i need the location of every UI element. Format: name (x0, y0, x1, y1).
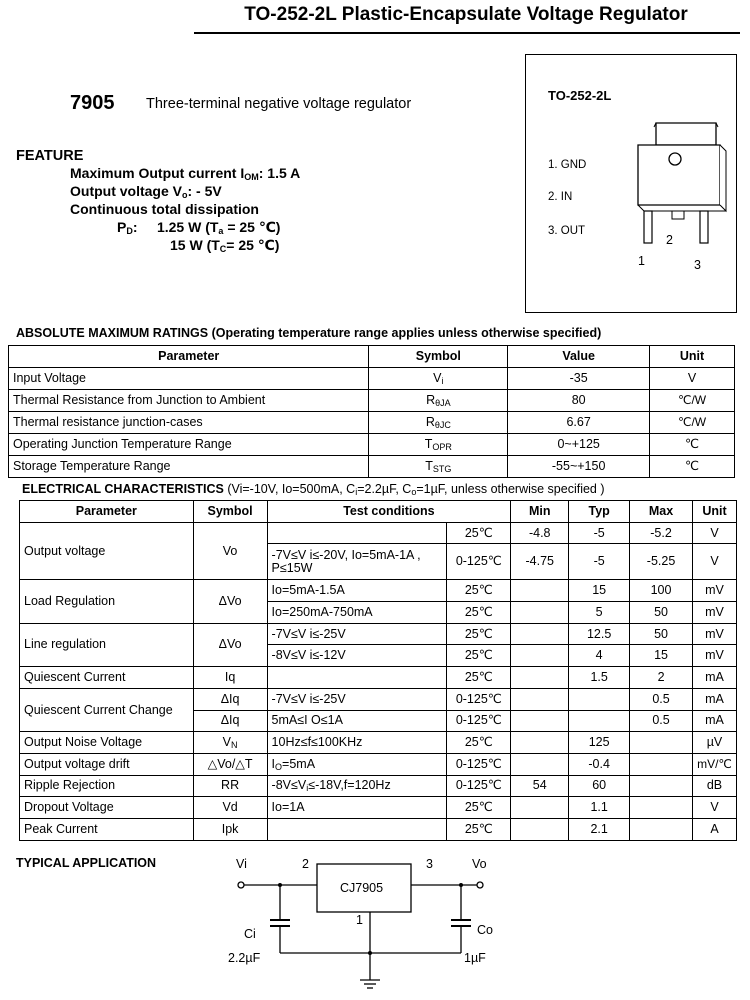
table-row: ΔIq 5mA≤I O≤1A 0-125℃ 0.5 mA (20, 710, 737, 732)
vo-label: Vo (472, 857, 487, 871)
table-row: Output voltage drift △Vo/△T $I_O=5mA$ 0-125℃ -0.4 mV/℃ (20, 753, 737, 775)
table-row: Input Voltage $V_i$ -35 V (9, 368, 735, 390)
feature-dissipation: Continuous total dissipation (70, 201, 259, 217)
table-row: Io=250mA-750mA 25℃ 5 50 mV (20, 602, 737, 624)
application-circuit-diagram (220, 850, 520, 995)
feature-output-current: Maximum Output current $I_{OM}$: 1.5 A (70, 165, 301, 182)
vi-label: Vi (236, 857, 247, 871)
feature-pd-tc: 15 W ($T_C= 25$ ℃) (170, 237, 280, 254)
pin-label-out: 3. OUT (548, 225, 586, 237)
table-row: Operating Junction Temperature Range $T_{OPR}$ 0~+125 ℃ (9, 434, 735, 456)
amr-table (8, 345, 735, 478)
ec-heading: ELECTRICAL CHARACTERISTICS (Vi=-10V, Io=500mA, $C_i=2.2\mu F$, $C_o=1\mu F$, unless otherwise specified ) (22, 482, 605, 497)
lead-number-1: 1 (638, 254, 645, 268)
table-header-row: Parameter Symbol Value Unit (9, 346, 735, 368)
co-value: 1µF (464, 951, 486, 965)
table-row: Peak Current Ipk 25℃ 2.1 A (20, 818, 737, 840)
lead-number-2: 2 (666, 233, 673, 247)
pin-label-gnd: 1. GND (548, 159, 587, 171)
amr-heading: ABSOLUTE MAXIMUM RATINGS (Operating temperature range applies unless otherwise specified) (16, 326, 602, 340)
table-row: Dropout Voltage Vd Io=1A 25℃ 1.1 V (20, 797, 737, 819)
co-label: Co (477, 923, 493, 937)
table-row: Output Noise Voltage $V_N$ 10Hz≤f≤100KHz 25℃ 125 µV (20, 732, 737, 754)
table-header-row: Parameter Symbol Test conditions Min Typ Max Unit (20, 501, 737, 523)
table-row: Thermal resistance junction-cases $R_{\theta JC}$ 6.67 ℃/W (9, 412, 735, 434)
pin3-label: 3 (426, 857, 433, 871)
title-underline (194, 32, 740, 34)
part-number: 7905 (70, 92, 115, 114)
table-row: Quiescent Current Iq 25℃ 1.5 2 mA (20, 667, 737, 689)
table-row: Line regulation ΔVo -7V≤V i≤-25V 25℃ 12.5 50 mV (20, 623, 737, 645)
table-row: Ripple Rejection RR $-8V\le V_i\le-18V,f=120Hz$ 0-125℃ 54 60 dB (20, 775, 737, 797)
pin2-label: 2 (302, 857, 309, 871)
ic-label: CJ7905 (340, 881, 384, 895)
table-row: Load Regulation ΔVo Io=5mA-1.5A 25℃ 15 100 mV (20, 580, 737, 602)
pin-label-in: 2. IN (548, 191, 573, 203)
feature-output-voltage: Output voltage $V_o$: - 5V (70, 183, 222, 200)
table-row: Storage Temperature Range $T_{STG}$ -55~+150 ℃ (9, 456, 735, 478)
document-title: TO-252-2L Plastic-Encapsulate Voltage Regulator (244, 4, 688, 25)
table-row: -8V≤V i≤-12V 25℃ 4 15 mV (20, 645, 737, 667)
pin1-label: 1 (356, 913, 363, 927)
lead-number-3: 3 (694, 258, 701, 272)
ci-value: 2.2µF (228, 951, 261, 965)
package-drawing-icon (620, 115, 730, 280)
ci-label: Ci (244, 927, 256, 941)
ec-table (19, 500, 737, 841)
table-row: Quiescent Current Change ΔIq -7V≤V i≤-25V 0-125℃ 0.5 mA (20, 688, 737, 710)
table-row: Thermal Resistance from Junction to Ambient $R_{\theta JA}$ 80 ℃/W (9, 390, 735, 412)
typical-application-heading: TYPICAL APPLICATION (16, 856, 157, 870)
feature-pd-ta: $P_D$: 1.25 W ($T_a = 25$ ℃) (117, 219, 281, 236)
feature-heading: FEATURE (16, 148, 84, 164)
package-name: TO-252-2L (548, 88, 612, 103)
table-row: -7V≤V i≤-20V, Io=5mA-1A , P≤15W 0-125℃ -4.75 -5 -5.25 V (20, 544, 737, 580)
part-description: Three-terminal negative voltage regulator (146, 96, 412, 112)
table-row: Output voltage Vo 25℃ -4.8 -5 -5.2 V (20, 522, 737, 544)
